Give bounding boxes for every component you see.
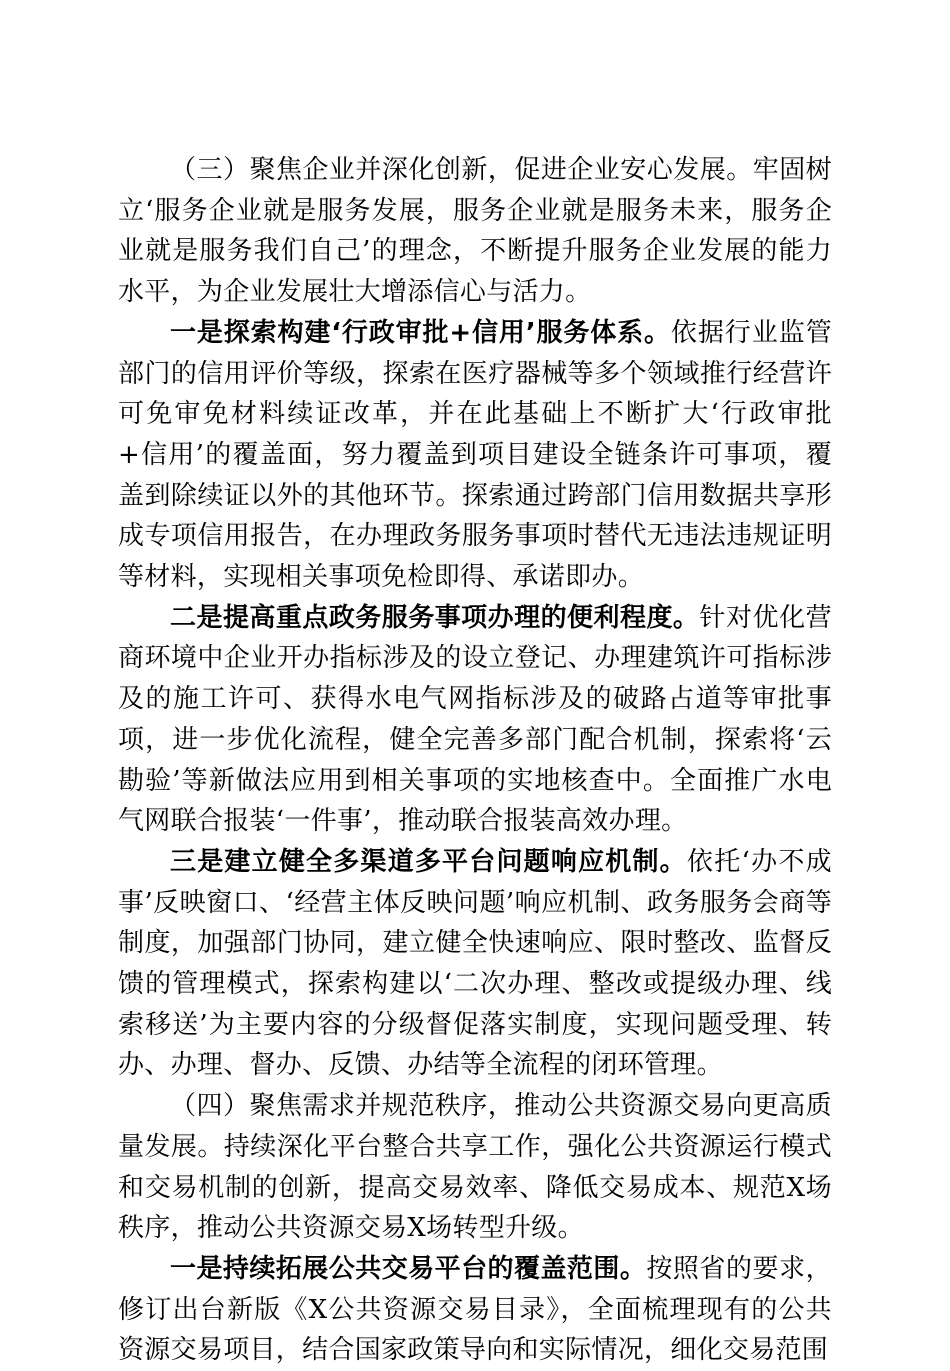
paragraph-section-four [118, 1086, 832, 1249]
paragraph-text: 依据行业监管部门的信用评价等级，探索在医疗器械等多个领域推行经营许可免审免材料续证改革，并在此基础上不断扩大‘行政审批+信用’的覆盖面，努力覆盖到项目建设全链条许可事项，覆盖到除续证以外的其他环节。探索通过跨部门信用数据共享形成专项信用报告，在办理政务服务事项时替代无违法违规证明等材料，实现相关事项免检即得、承诺即办。 [118, 317, 832, 593]
paragraph-heading: 一是探索构建‘行政审批+信用’服务体系。 [170, 317, 671, 348]
paragraph-text: 针对优化营商环境中企业开办指标涉及的设立登记、办理建筑许可指标涉及的施工许可、获得水电气网指标涉及的破路占道等审批事项，进一步优化流程，健全完善多部门配合机制，探索将‘云勘验’等新做法应用到相关事项的实地核查中。全面推广水电气网联合报装‘一件事’，推动联合报装高效办理。 [118, 602, 832, 837]
paragraph-section-three [118, 150, 832, 313]
paragraph-text: （三）聚焦企业并深化创新，促进企业安心发展。牢固树立‘服务企业就是服务发展，服务企业就是服务未来，服务企业就是服务我们自己’的理念，不断提升服务企业发展的能力水平，为企业发展壮大增添信心与活力。 [118, 155, 832, 308]
paragraph-heading: 一是持续拓展公共交易平台的覆盖范围。 [170, 1253, 647, 1284]
paragraph-heading: 二是提高重点政务服务事项办理的便利程度。 [170, 602, 700, 633]
document-body [118, 150, 832, 1371]
paragraph-text: 依托‘办不成事’反映窗口、‘经营主体反映问题’响应机制、政务服务会商等制度，加强部门协同，建立健全快速响应、限时整改、监督反馈的管理模式，探索构建以‘二次办理、整改或提级办理、线索移送’为主要内容的分级督促落实制度，实现问题受理、转办、办理、督办、反馈、办结等全流程的闭环管理。 [118, 846, 832, 1081]
paragraph-text: （四）聚焦需求并规范秩序，推动公共资源交易向更高质量发展。持续深化平台整合共享工作，强化公共资源运行模式和交易机制的创新，提高交易效率、降低交易成本、规范X场秩序，推动公共资源交易X场转型升级。 [118, 1091, 832, 1244]
paragraph-heading: 三是建立健全多渠道多平台问题响应机制。 [170, 846, 687, 877]
paragraph-point-three [118, 842, 832, 1086]
paragraph-point-one-b [118, 1249, 832, 1371]
paragraph-text: 按照省的要求，修订出台新版《X公共资源交易目录》，全面梳理现有的公共资源交易项目，结合国家政策导向和实际情况，细化交易范围 [118, 1253, 832, 1366]
paragraph-point-one [118, 313, 832, 598]
paragraph-point-two [118, 598, 832, 842]
